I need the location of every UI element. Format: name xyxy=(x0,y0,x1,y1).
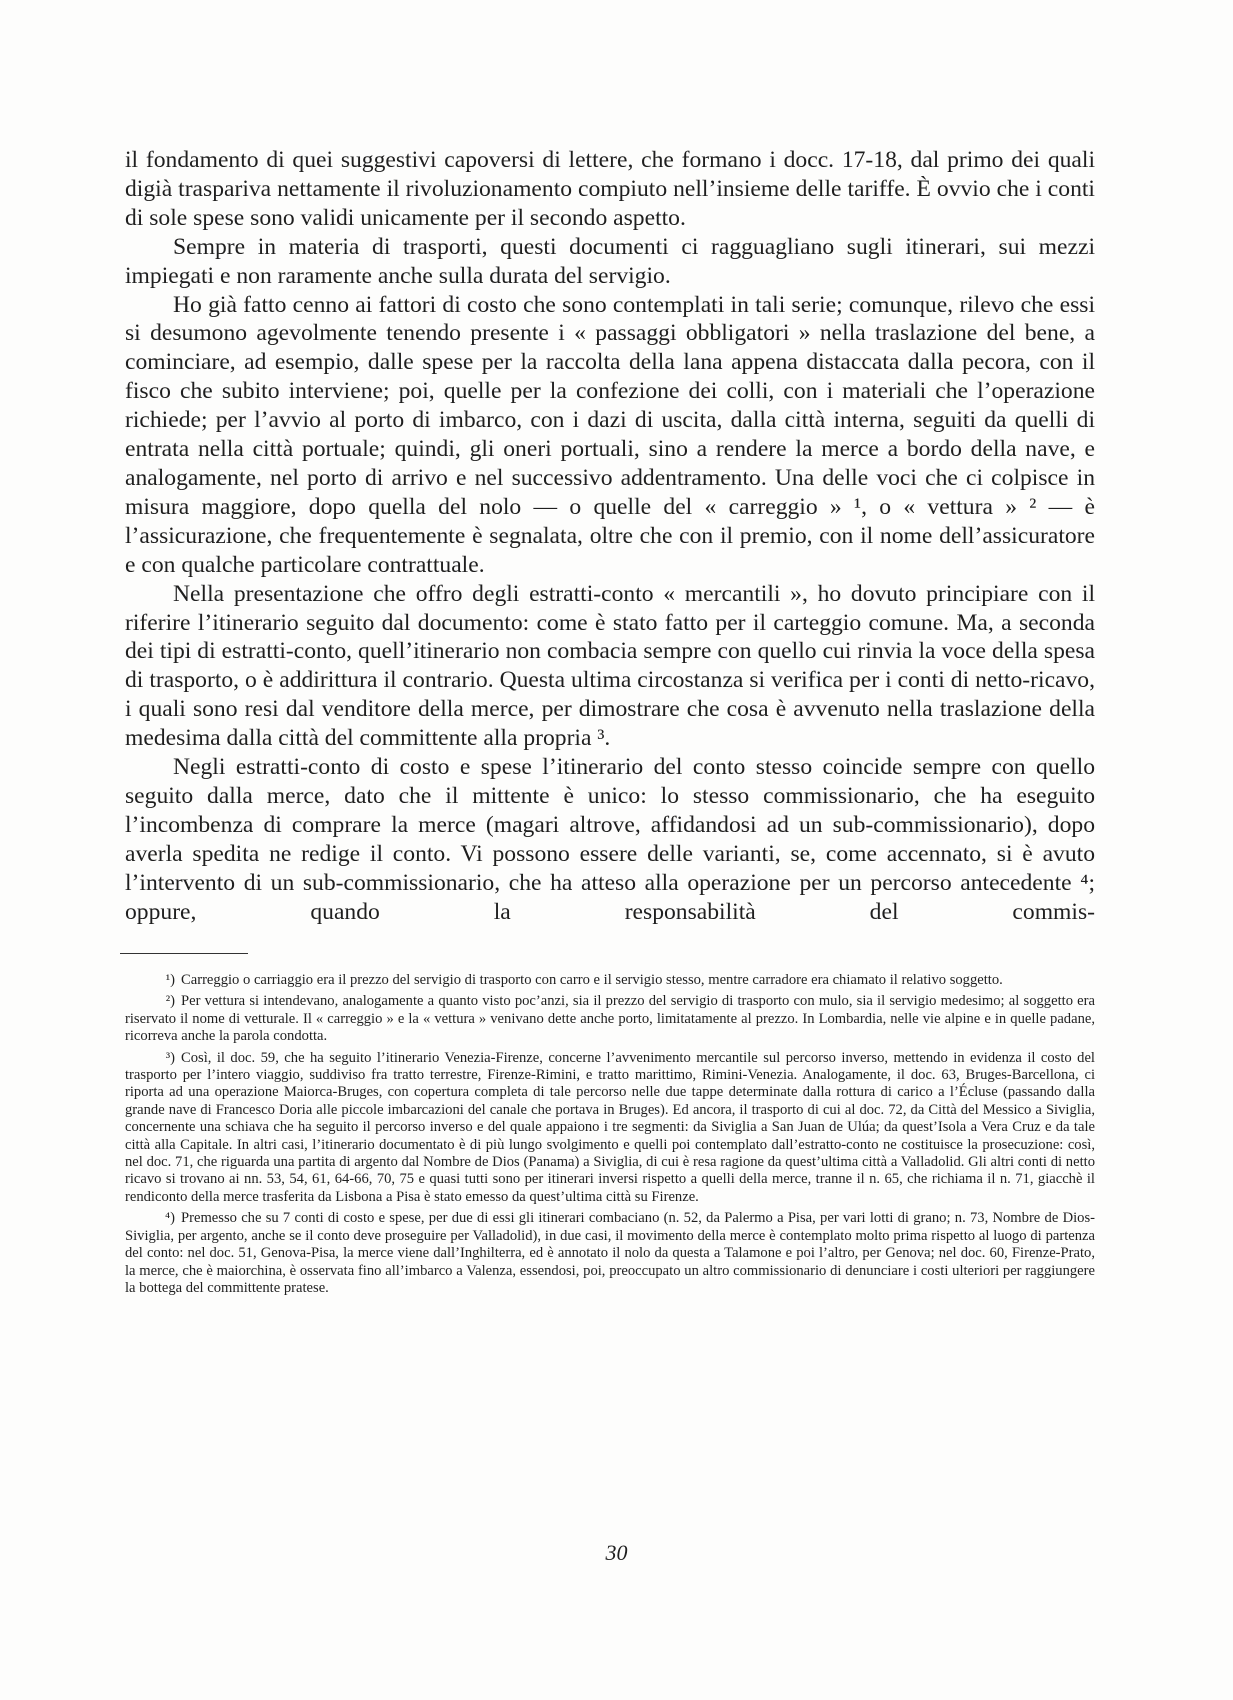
footnote-separator xyxy=(120,953,248,954)
footnote-number: ³) xyxy=(165,1049,175,1066)
paragraph-4: Nella presentazione che offro degli estratti-conto « mercantili », ho dovuto principiare con il riferire l’itinerario seguito dal documento: come è stato fatto per il carteggio comune. Ma, a seconda dei tipi di estratti-conto, quell’itinerario non combacia sempre con quello cui rinvia la voce della spesa di trasporto, o è addirittura il contrario. Questa ultima circostanza si verifica per i conti di netto-ricavo, i quali sono resi dal venditore della merce, per dimostrare che cosa è avvenuto nella traslazione della medesima dalla città del committente alla propria ³. xyxy=(125,580,1095,752)
footnote-3 xyxy=(125,1050,1095,1207)
main-text xyxy=(125,146,1095,926)
footnote-text: Così, il doc. 59, che ha seguito l’itinerario Venezia-Firenze, concerne l’avvenimento mercantile sul percorso inverso, mettendo in evidenza il costo del trasporto per l’intero viaggio, suddiviso fra tratto terrestre, Firenze-Rimini, e tratto marittimo, Rimini-Venezia. Analogamente, il doc. 63, Bruges-Barcellona, ci riporta ad una operazione Maiorca-Bruges, con copertura completa di tale percorso nelle due tappe determinate dalla rottura di carico a l’Écluse (passando dalla grande nave di Francesco Doria alle piccole imbarcazioni del canale che portava in Bruges). Ed ancora, il trasporto di cui al doc. 72, da Città del Messico a Siviglia, concernente una schiava che ha seguito il percorso inverso e del quale appaiono i tre segmenti: da Siviglia a San Juan de Ulúa; da quest’Isola a Vera Cruz e da tale città alla Capitale. In altri casi, l’itinerario documentato è di più lungo svolgimento e quelli poi contemplato dall’estratto-conto ne costituisce la prosecuzione: così, nel doc. 71, che riguarda una partita di argento dal Nombre de Dios (Panama) a Siviglia, di cui è resa ragione da quest’ultima città a Valladolid. Gli altri conti di netto ricavo si trovano ai nn. 53, 54, 61, 64-66, 70, 75 e quasi tutti sono per itinerari inversi rispetto a quelli della merce, tranne il n. 65, che richiama il n. 71, giacchè il rendiconto della merce trasferita da Lisbona a Pisa è stato emesso da quest’ultima città su Firenze. xyxy=(125,1049,1095,1205)
footnote-number: ²) xyxy=(165,993,175,1010)
footnote-text: Premesso che su 7 conti di costo e spese, per due di essi gli itinerari combaciano (n. 52, da Palermo a Pisa, per vari lotti di grano; n. 73, Nombre de Dios-Siviglia, per argento, anche se il conto deve proseguire per Valladolid), in due casi, il movimento della merce è contemplato molto prima rispetto al luogo di partenza del conto: nel doc. 51, Genova-Pisa, la merce viene dall’Inghilterra, ed è annotato il nolo da questa a Talamone e poi l’altro, per Genova; nel doc. 60, Firenze-Prato, la merce, che è maiorchina, è osservata fino all’imbarco a Valenza, essendosi, poi, preoccupato un altro commissionario di denunciare i costi ulteriori per raggiungere la bottega del committente pratese. xyxy=(125,1210,1095,1296)
footnote-1 xyxy=(125,972,1095,989)
footnotes xyxy=(125,972,1095,1301)
footnote-number: ¹) xyxy=(165,972,175,988)
footnote-text: Carreggio o carriaggio era il prezzo del servigio di trasporto con carro e il servigio stesso, mentre carradore era chiamato il relativo soggetto. xyxy=(181,972,1003,988)
footnote-2 xyxy=(125,993,1095,1045)
paragraph-1: il fondamento di quei suggestivi capoversi di lettere, che formano i docc. 17-18, dal primo dei quali digià traspariva nettamente il rivoluzionamento compiuto nell’insieme delle tariffe. È ovvio che i conti di sole spese sono validi unicamente per il secondo aspetto. xyxy=(125,147,1095,231)
footnote-number: ⁴) xyxy=(165,1210,175,1227)
paragraph-3: Ho già fatto cenno ai fattori di costo che sono contemplati in tali serie; comunque, rilevo che essi si desumono agevolmente tenendo presente i « passaggi obbligatori » nella traslazione del bene, a cominciare, ad esempio, dalle spese per la raccolta della lana appena distaccata dalla pecora, con il fisco che subito interviene; poi, quelle per la confezione dei colli, con i materiali che l’operazione richiede; per l’avvio al porto di imbarco, con i dazi di uscita, dalla città interna, seguiti da quelli di entrata nella città portuale; quindi, gli oneri portuali, sino a rendere la merce a bordo della nave, e analogamente, nel porto di arrivo e nel successivo addentramento. Una delle voci che ci colpisce in misura maggiore, dopo quella del nolo — o quelle del « carreggio » ¹, o « vettura » ² — è l’assicurazione, che frequentemente è segnalata, oltre che con il premio, con il nome dell’assicuratore e con qualche particolare contrattuale. xyxy=(125,291,1095,578)
page-number: 30 xyxy=(605,1540,628,1565)
paragraph-5: Negli estratti-conto di costo e spese l’itinerario del conto stesso coincide sempre con quello seguito dalla merce, dato che il mittente è unico: lo stesso commissionario, che ha eseguito l’incombenza di comprare la merce (magari altrove, affidandosi ad un sub-commissionario), dopo averla spedita ne redige il conto. Vi possono essere delle varianti, se, come accennato, si è avuto l’intervento di un sub-commissionario, che ha atteso alla operazione per un percorso antecedente ⁴; oppure, quando la responsabilità del commis- xyxy=(125,754,1095,925)
footnote-text: Per vettura si intendevano, analogamente a quanto visto poc’anzi, sia il prezzo del servigio di trasporto con mulo, sia il servigio medesimo; al soggetto era riservato il nome di vetturale. Il « carreggio » e la « vettura » venivano dette anche porto, limitatamente al prezzo. In Lombardia, nelle vie alpine e in quelle padane, ricorreva anche la parola condotta. xyxy=(125,993,1095,1045)
paragraph-2: Sempre in materia di trasporti, questi documenti ci ragguagliano sugli itinerari, sui mezzi impiegati e non raramente anche sulla durata del servigio. xyxy=(125,233,1095,289)
footnote-4 xyxy=(125,1210,1095,1297)
